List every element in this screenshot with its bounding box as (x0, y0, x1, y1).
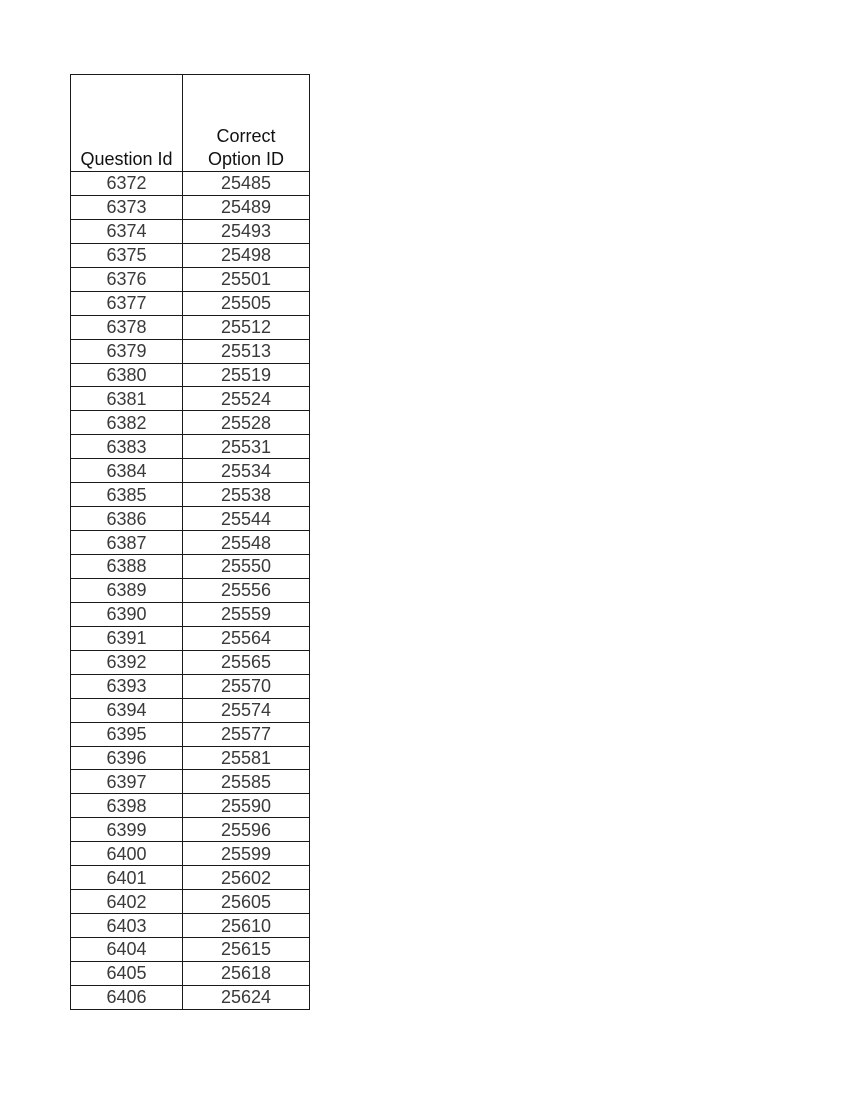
question-id-cell: 6389 (71, 578, 183, 602)
answer-key-table (70, 74, 310, 1010)
correct-option-id-cell: 25524 (183, 387, 310, 411)
correct-option-id-cell: 25564 (183, 626, 310, 650)
question-id-cell: 6405 (71, 961, 183, 985)
question-id-cell: 6375 (71, 243, 183, 267)
table-row (71, 267, 310, 291)
question-id-cell: 6394 (71, 698, 183, 722)
table-row (71, 578, 310, 602)
question-id-cell: 6395 (71, 722, 183, 746)
table-row (71, 890, 310, 914)
table-row (71, 387, 310, 411)
question-id-cell: 6385 (71, 483, 183, 507)
table-row (71, 172, 310, 196)
question-id-cell: 6404 (71, 938, 183, 962)
correct-option-id-cell: 25544 (183, 507, 310, 531)
table-row (71, 483, 310, 507)
correct-option-id-cell: 25505 (183, 291, 310, 315)
table-row (71, 985, 310, 1009)
table-row (71, 602, 310, 626)
table-row (71, 746, 310, 770)
correct-option-id-cell: 25501 (183, 267, 310, 291)
column-header-correct-option-line1: Correct (216, 126, 276, 146)
question-id-cell: 6397 (71, 770, 183, 794)
question-id-cell: 6376 (71, 267, 183, 291)
column-header-question-id (71, 75, 183, 172)
question-id-cell: 6393 (71, 674, 183, 698)
question-id-cell: 6380 (71, 363, 183, 387)
table-row (71, 914, 310, 938)
table-row (71, 411, 310, 435)
question-id-cell: 6402 (71, 890, 183, 914)
table-row (71, 938, 310, 962)
question-id-cell: 6392 (71, 650, 183, 674)
table-row (71, 842, 310, 866)
correct-option-id-cell: 25565 (183, 650, 310, 674)
table-row (71, 219, 310, 243)
table-row (71, 243, 310, 267)
correct-option-id-cell: 25590 (183, 794, 310, 818)
correct-option-id-cell: 25618 (183, 961, 310, 985)
table-row (71, 818, 310, 842)
correct-option-id-cell: 25610 (183, 914, 310, 938)
question-id-cell: 6373 (71, 195, 183, 219)
correct-option-id-cell: 25485 (183, 172, 310, 196)
question-id-cell: 6399 (71, 818, 183, 842)
correct-option-id-cell: 25556 (183, 578, 310, 602)
question-id-cell: 6382 (71, 411, 183, 435)
correct-option-id-cell: 25559 (183, 602, 310, 626)
question-id-cell: 6388 (71, 555, 183, 579)
correct-option-id-cell: 25596 (183, 818, 310, 842)
table-row (71, 531, 310, 555)
correct-option-id-cell: 25548 (183, 531, 310, 555)
table-row (71, 339, 310, 363)
correct-option-id-cell: 25534 (183, 459, 310, 483)
correct-option-id-cell: 25577 (183, 722, 310, 746)
table-row (71, 674, 310, 698)
correct-option-id-cell: 25581 (183, 746, 310, 770)
correct-option-id-cell: 25531 (183, 435, 310, 459)
correct-option-id-cell: 25550 (183, 555, 310, 579)
column-header-correct-option-line2: Option ID (207, 149, 285, 169)
question-id-cell: 6379 (71, 339, 183, 363)
table-row (71, 291, 310, 315)
correct-option-id-cell: 25493 (183, 219, 310, 243)
question-id-cell: 6386 (71, 507, 183, 531)
question-id-cell: 6406 (71, 985, 183, 1009)
question-id-cell: 6401 (71, 866, 183, 890)
table-row (71, 435, 310, 459)
correct-option-id-cell: 25602 (183, 866, 310, 890)
table-row (71, 866, 310, 890)
question-id-cell: 6384 (71, 459, 183, 483)
question-id-cell: 6403 (71, 914, 183, 938)
question-id-cell: 6391 (71, 626, 183, 650)
correct-option-id-cell: 25570 (183, 674, 310, 698)
correct-option-id-cell: 25605 (183, 890, 310, 914)
table-row (71, 459, 310, 483)
table-body (71, 172, 310, 1010)
correct-option-id-cell: 25519 (183, 363, 310, 387)
correct-option-id-cell: 25538 (183, 483, 310, 507)
correct-option-id-cell: 25528 (183, 411, 310, 435)
table-row (71, 507, 310, 531)
table-header (71, 75, 310, 172)
question-id-cell: 6378 (71, 315, 183, 339)
correct-option-id-cell: 25574 (183, 698, 310, 722)
table-row (71, 650, 310, 674)
question-id-cell: 6377 (71, 291, 183, 315)
correct-option-id-cell: 25512 (183, 315, 310, 339)
correct-option-id-cell: 25585 (183, 770, 310, 794)
table-row (71, 698, 310, 722)
column-header-correct-option-id (183, 75, 310, 172)
table-row (71, 626, 310, 650)
table-row (71, 722, 310, 746)
table-row (71, 770, 310, 794)
question-id-cell: 6398 (71, 794, 183, 818)
correct-option-id-cell: 25498 (183, 243, 310, 267)
table-row (71, 195, 310, 219)
question-id-cell: 6372 (71, 172, 183, 196)
question-id-cell: 6383 (71, 435, 183, 459)
table-row (71, 315, 310, 339)
table-row (71, 555, 310, 579)
table-row (71, 363, 310, 387)
column-header-question-id-label: Question Id (80, 149, 173, 169)
correct-option-id-cell: 25624 (183, 985, 310, 1009)
question-id-cell: 6390 (71, 602, 183, 626)
question-id-cell: 6400 (71, 842, 183, 866)
correct-option-id-cell: 25599 (183, 842, 310, 866)
correct-option-id-cell: 25615 (183, 938, 310, 962)
question-id-cell: 6374 (71, 219, 183, 243)
table-row (71, 794, 310, 818)
header-row (71, 75, 310, 172)
correct-option-id-cell: 25513 (183, 339, 310, 363)
question-id-cell: 6381 (71, 387, 183, 411)
correct-option-id-cell: 25489 (183, 195, 310, 219)
question-id-cell: 6387 (71, 531, 183, 555)
table-row (71, 961, 310, 985)
question-id-cell: 6396 (71, 746, 183, 770)
